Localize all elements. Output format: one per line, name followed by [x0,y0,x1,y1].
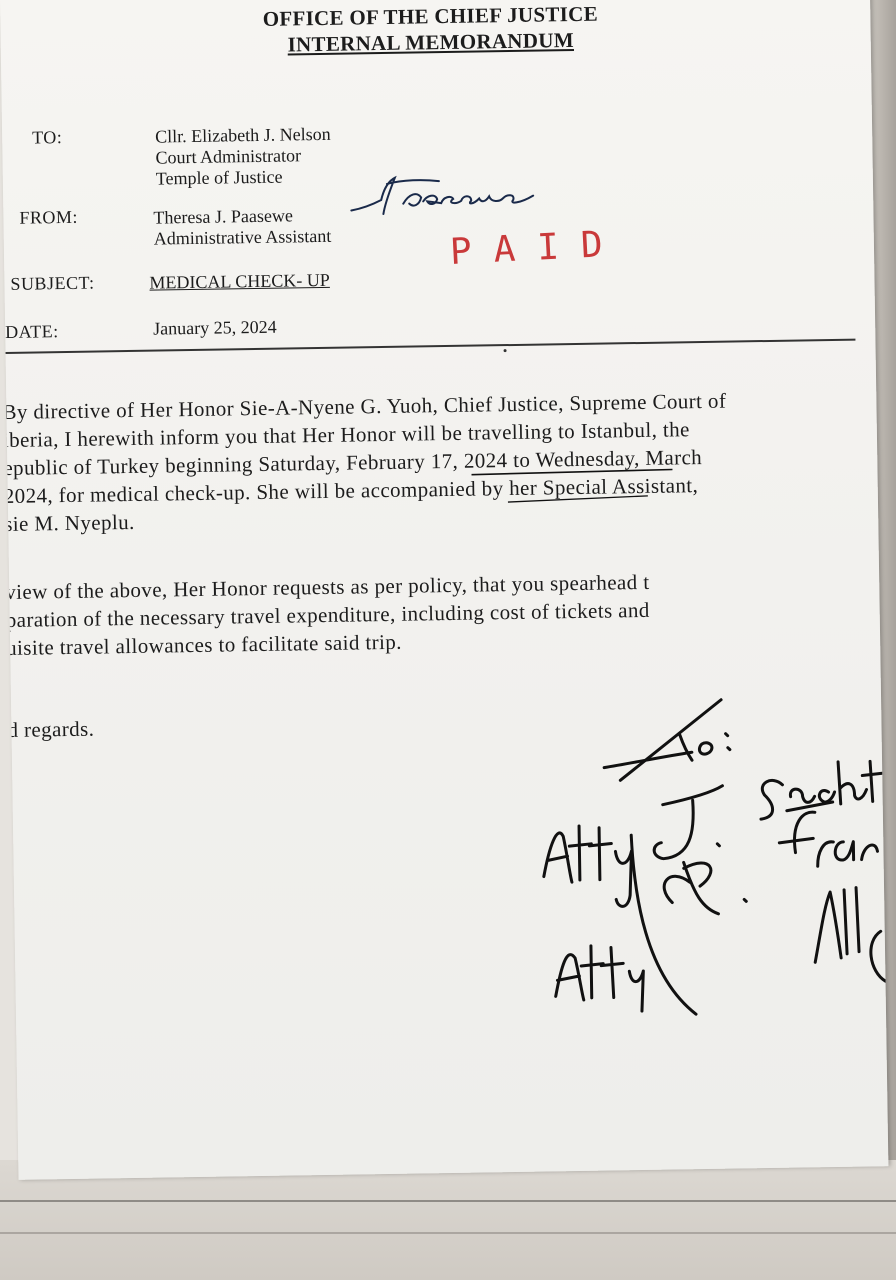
p2-line: paration of the necessary travel expenditure, including cost of tickets and [5,597,650,632]
to-title: Court Administrator [155,145,302,168]
page-edge-line [0,1200,896,1202]
document-type: INTERNAL MEMORANDUM [287,27,575,57]
signature [343,171,564,224]
memo-header [0,0,861,62]
from-name: Theresa J. Paasewe [153,205,294,228]
office-title: OFFICE OF THE CHIEF JUSTICE [262,1,599,31]
page-edge-line [0,1232,896,1234]
paid-stamp: PAID [449,223,626,273]
p1-line: epublic of Turkey beginning Saturday, February 17, 2024 to Wednesday, March [3,445,703,481]
p1-line: sie M. Nyeplu. [4,509,135,536]
from-block [153,205,331,250]
pen-underline [467,462,887,499]
to-location: Temple of Justice [155,166,283,189]
p1-line: By directive of Her Honor Sie-A-Nyene G. Yuoh, Chief Justice, Supreme Court of [2,388,727,425]
subject-value: MEDICAL CHECK- UP [149,269,330,293]
paragraph-1 [2,387,728,538]
handwritten-note [531,691,886,1026]
paragraph-2 [5,568,650,662]
date-value: January 25, 2024 [153,316,277,339]
from-label: FROM: [19,206,79,228]
p1-line: iberia, I herewith inform you that Her Honor will be travelling to Istanbul, the [2,417,690,453]
p1-line: 2024, for medical check-up. She will be accompanied by her Special Assistant, [3,473,699,509]
to-block [155,124,331,190]
closing: d regards. [7,716,95,742]
p2-line: view of the above, Her Honor requests as per policy, that you spearhead t [5,569,650,604]
dot-mark [504,349,507,352]
header-divider [6,339,856,354]
from-title: Administrative Assistant [153,225,332,249]
date-label: DATE: [5,321,59,342]
subject-label: SUBJECT: [10,272,95,294]
p2-line: uisite travel allowances to facilitate said trip. [5,629,403,660]
to-name: Cllr. Elizabeth J. Nelson [155,123,331,147]
to-label: TO: [32,127,63,148]
